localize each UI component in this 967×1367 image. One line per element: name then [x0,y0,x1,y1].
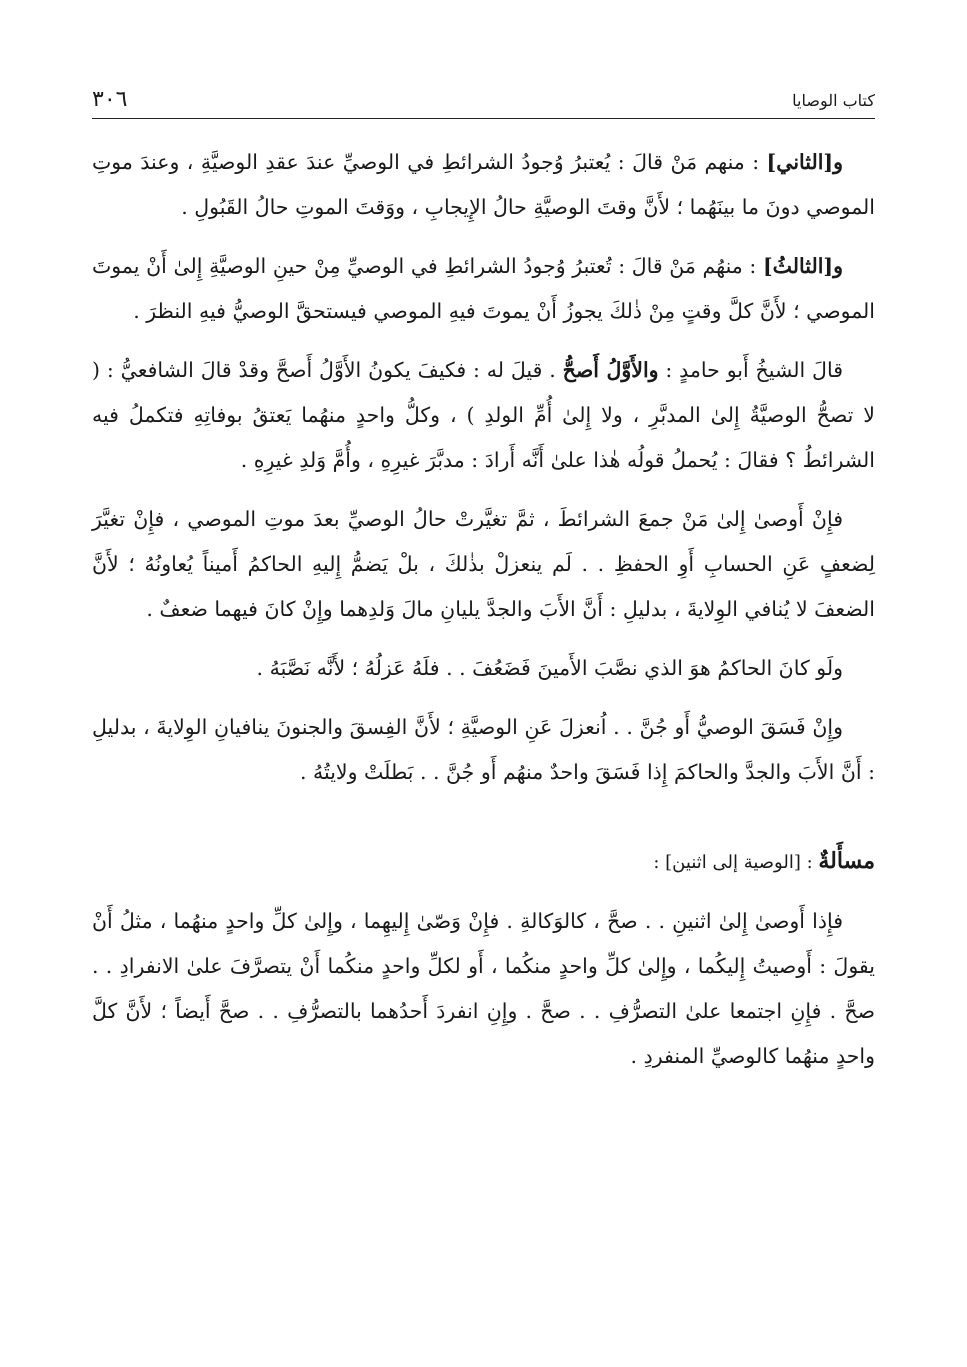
page-number: ٣٠٦ [92,87,128,112]
two-executors-text: فإِذا أَوصىٰ إِلىٰ اثنينِ . . صحَّ ، كالوَكالةِ . فإِنْ وَصّىٰ إِليهِما ، وإِلىٰ كلِّ واحدٍ منهُما ، مثلُ أَنْ يقولَ : أَوصيتُ إِليكُما ، وإِلىٰ كلِّ واحدٍ منكُما ، أَو لكلِّ واحدٍ منكُما أَنْ يتصرَّفَ علىٰ الانفرادِ . . صحَّ . فإِنِ اجتمعا علىٰ التصرُّفِ . . صحَّ . وإِنِ انفردَ أَحدُهما بالتصرُّفِ . . صحَّ أَيضاً ؛ لأَنَّ كلَّ واحدٍ منهُما كالوصيِّ المنفردِ . [92,909,875,1068]
book-title: كتاب الوصايا [792,91,875,110]
paragraph-two-executors [92,899,875,1079]
abu-hamid-intro: قالَ الشيخُ أَبو حامدٍ : [658,358,843,382]
judge-text: ولَو كانَ الحاكمُ هوَ الذي نصَّبَ الأَمينَ فَضَعُفَ . . فلَهُ عَزلُهُ ؛ لأَنَّه نَصَّبَهُ . [256,656,843,680]
second-label: و[الثاني] [766,150,843,174]
second-text: : منهم مَنْ قالَ : يُعتبرُ وُجودُ الشرائطِ في الوصيِّ عندَ عقدِ الوصيَّةِ ، وعندَ موتِ الموصي دونَ ما بينَهُما ؛ لأَنَّ وقتَ الوصيَّةِ حالُ الإِيجابِ ، ووَقتَ الموتِ حالُ القَبُولِ . [92,150,875,219]
paragraph-second-opinion [92,140,875,230]
running-header [92,78,875,119]
paragraph-sin-insanity [92,705,875,795]
sin-insanity-text: وإِنْ فَسَقَ الوصيُّ أَو جُنَّ . . اُنعزلَ عَنِ الوصيَّةِ ؛ لأَنَّ الفِسقَ والجنونَ ينافيانِ الوِلايةَ ، بدليلِ : أَنَّ الأَبَ والجدَّ والحاكمَ إِذا فَسَقَ واحدٌ منهُم أَو جُنَّ . . بَطلَتْ ولايتُهُ . [92,715,875,784]
paragraph-judge-appointed [92,646,875,691]
third-label: و[الثالثُ] [762,254,843,278]
paragraph-weakness [92,497,875,632]
third-text: : منهُم مَنْ قالَ : تُعتبرُ وُجودُ الشرائطِ في الوصيِّ مِنْ حينِ الوصيَّةِ إِلىٰ أَنْ يموتَ الموصي ؛ لأَنَّ كلَّ وقتٍ مِنْ ذٰلكَ يجوزُ أَنْ يموتَ فيهِ الموصي فيستحقَّ الوصيُّ فيهِ النظرَ . [92,254,875,323]
paragraph-third-opinion [92,244,875,334]
paragraph-abu-hamid [92,348,875,483]
issue-heading [92,839,875,885]
weakness-text: فإِنْ أَوصىٰ إِلىٰ مَنْ جمعَ الشرائطَ ، ثمَّ تغيَّرتْ حالُ الوصيِّ بعدَ موتِ الموصي ، فإِنْ تغيَّرَ لِضعفٍ عَنِ الحسابِ أَوِ الحفظِ . . لَم ينعزلْ بذٰلكَ ، بلْ يَضمُّ إِليهِ الحاكمُ أَميناً يُعاونُهُ ؛ لأَنَّ الضعفَ لا يُنافي الوِلايةَ ، بدليلِ : أَنَّ الأَبَ والجدَّ يليانِ مالَ وَلدِهما وإِنْ كانَ فيهما ضعفٌ . [92,507,875,621]
abu-hamid-text: . قيلَ له : فكيفَ يكونُ الأَوَّلُ أَصحَّ وقدْ قالَ الشافعيُّ : ( لا تصحُّ الوصيَّةُ إِلىٰ المدبَّرِ ، ولا إِلىٰ أُمِّ الولدِ ) ، وكلُّ واحدٍ منهُما يَعتقُ بوفاتِهِ فتكملُ فيه الشرائطُ ؟ فقالَ : يُحملُ قولُه هٰذا علىٰ أَنَّه أَرادَ : مدبَّرَ غيرِهِ ، وأُمَّ وَلدِ غيرِهِ . [92,358,875,472]
page-body [92,140,875,1093]
issue-title: : [الوصية إلى اثنين] : [653,852,819,873]
abu-hamid-verdict: والأَوَّلُ أَصحُّ [562,358,659,382]
issue-label: مسأَلةٌ [818,848,875,874]
